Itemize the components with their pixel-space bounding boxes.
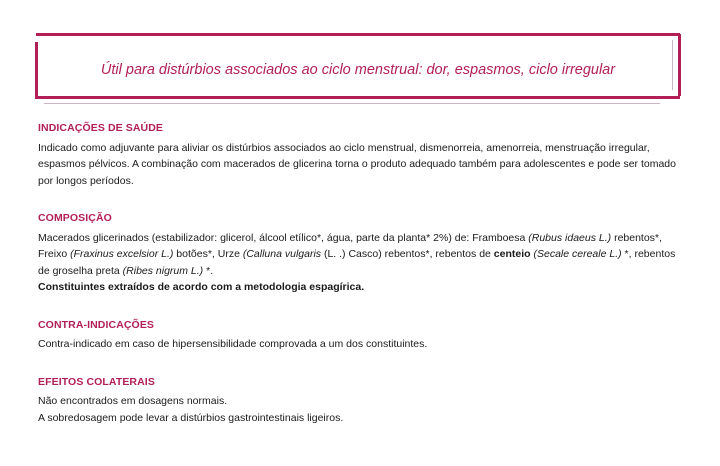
section-contra: [38, 317, 678, 353]
section-indicacoes: [38, 120, 678, 189]
text-run: (L. .) Casco) rebentos*, rebentos de: [321, 248, 494, 260]
section-text: Indicado como adjuvante para aliviar os distúrbios associados ao ciclo menstrual, dismenorreia, amenorreia, menstruação irregular, espasmos pélvicos. A combinação com macerados de glicerina torna o produto adequado também para adolescentes e pode ser tomado por longos períodos.: [38, 141, 676, 187]
latin-name: (Secale cereale L.): [533, 248, 622, 260]
bold-term: centeio: [493, 248, 531, 260]
text-run: botões*, Urze: [173, 248, 243, 260]
section-text-line: A sobredosagem pode levar a distúrbios gastrointestinais ligeiros.: [38, 411, 344, 424]
latin-name: (Calluna vulgaris: [242, 248, 322, 260]
text-run: rebentos*, Freixo: [38, 231, 662, 260]
section-composicao: [38, 210, 678, 296]
text-run: Macerados glicerinados (estabilizador: glicerol, álcool etílico*, água, parte da planta* 2%) de: Framboesa: [38, 231, 529, 244]
section-text: Contra-indicado em caso de hipersensibilidade comprovada a um dos constituintes.: [38, 338, 428, 350]
composition-note: Constituintes extraídos de acordo com a metodologia espagírica.: [38, 281, 365, 293]
section-efeitos: [38, 374, 678, 427]
section-heading: CONTRA-INDICAÇÕES: [38, 318, 155, 331]
text-run: *.: [203, 264, 214, 277]
latin-name: (Ribes nigrum L.): [122, 264, 204, 277]
text-run: *, rebentos de groselha preta: [38, 248, 676, 277]
content: [38, 120, 678, 447]
section-heading: INDICAÇÕES DE SAÚDE: [38, 122, 163, 134]
banner-title: Útil para distúrbios associados ao ciclo menstrual: dor, espasmos, ciclo irregular: [100, 62, 616, 78]
latin-name: (Rubus idaeus L.): [528, 231, 612, 244]
latin-name: (Fraxinus excelsior L.): [70, 248, 174, 260]
section-heading: COMPOSIÇÃO: [38, 212, 112, 224]
composition-text: [38, 230, 678, 280]
section-text-line: Não encontrados em dosagens normais.: [38, 395, 228, 407]
section-heading: EFEITOS COLATERAIS: [38, 375, 155, 388]
